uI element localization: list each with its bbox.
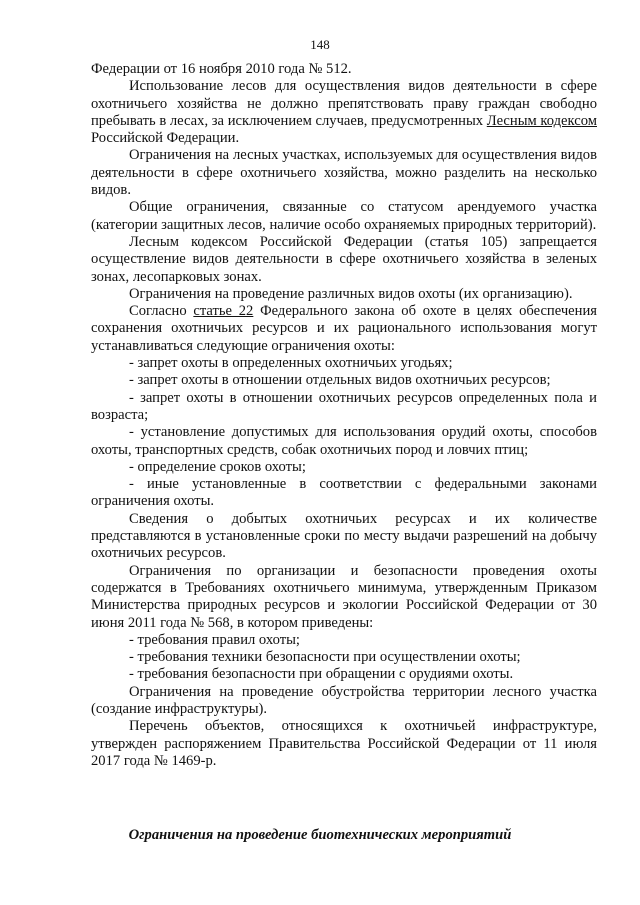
paragraph-harvest-reports: Сведения о добытых охотничьих ресурсах и их количестве представляются в установленные сроки по месту выдачи разрешений на добычу охотничьих ресурсов.: [91, 510, 597, 562]
list-item: - иные установленные в соответствии с федеральными законами ограничения охоты.: [91, 476, 597, 510]
page-number: 148: [310, 37, 330, 52]
paragraph-text: Федерального закона об охоте в целях обеспечения сохранения охотничьих ресурсов и их рационального использования могут устанавливаться следующие ограничения охоты:: [91, 303, 597, 354]
article-22-link[interactable]: статье 22: [193, 303, 254, 320]
paragraph-text: Использование лесов для осуществления видов деятельности в сфере охотничьего хозяйства не должно препятствовать праву граждан свободно пребывать в лесах, за исключением случаев, предусмотренных: [91, 78, 597, 129]
list-item: - определение сроков охоты;: [129, 458, 306, 475]
list-item: - требования безопасности при обращении с орудиями охоты.: [129, 666, 514, 683]
list-item: - запрет охоты в отношении охотничьих ресурсов определенных пола и возраста;: [91, 389, 597, 423]
paragraph-infrastructure-list: Перечень объектов, относящихся к охотничьей инфраструктуре, утвержден распоряжением Правительства Российской Федерации от 11 июля 2017 года № 1469-р.: [91, 718, 597, 769]
list-item: - запрет охоты в определенных охотничьих угодьях;: [129, 355, 453, 372]
paragraph-text: Согласно: [129, 303, 194, 320]
section-heading: Ограничения на проведение биотехнических мероприятий: [128, 827, 512, 843]
paragraph-infrastructure: Ограничения на проведение обустройства территории лесного участка (создание инфраструктуры).: [91, 683, 597, 717]
paragraph-general-restrictions: Общие ограничения, связанные со статусом арендуемого участка (категории защитных лесов, наличие особо охраняемых природных территорий).: [91, 199, 597, 233]
list-item: - требования техники безопасности при осуществлении охоты;: [129, 649, 521, 666]
body-text: [91, 61, 597, 770]
paragraph-hunting-types: Ограничения на проведение различных видов охоты (их организацию).: [129, 285, 573, 302]
forest-code-link[interactable]: Лесным кодексом: [486, 112, 597, 129]
paragraph-continuation: Федерации от 16 ноября 2010 года № 512.: [91, 61, 352, 77]
paragraph-federal-law: [91, 303, 597, 355]
paragraph-restrictions-types: Ограничения на лесных участках, используемых для осуществления видов деятельности в сфере охотничьего хозяйства, можно разделить на несколько видов.: [91, 147, 597, 199]
list-item: - установление допустимых для использования орудий охоты, способов охоты, транспортных средств, собак охотничьих пород и ловчих птиц;: [91, 424, 597, 458]
list-item: - запрет охоты в отношении отдельных видов охотничьих ресурсов;: [129, 372, 551, 389]
paragraph-forest-use: [91, 78, 597, 147]
list-item: - требования правил охоты;: [129, 631, 300, 648]
paragraph-safety-organization: Ограничения по организации и безопасности проведения охоты содержатся в Требованиях охотничьего минимума, утвержденным Приказом Министерства природных ресурсов и экологии Российской Федерации от 30 июня 2011 года № 568, в котором приведены:: [91, 562, 597, 631]
paragraph-forest-code-article: Лесным кодексом Российской Федерации (статья 105) запрещается осуществление видов деятельности в сфере охотничьего хозяйства в зеленых зонах, лесопарковых зонах.: [91, 233, 597, 285]
paragraph-text: Российской Федерации.: [91, 130, 240, 147]
